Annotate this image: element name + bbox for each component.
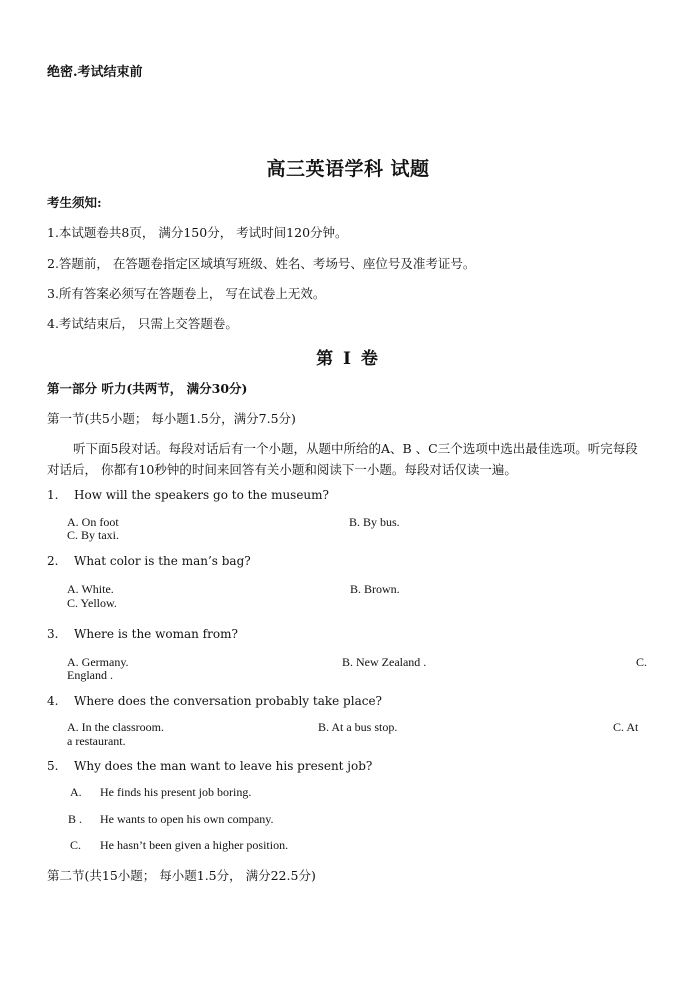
option-b: He wants to open his own company. [100,812,274,826]
option-a: A. Germany. [67,655,129,669]
option-c: He hasn’t been given a higher position. [100,838,289,852]
option-a: A. In the classroom. [67,720,164,734]
notice-rule: 1.本试题卷共8页， 满分150分， 考试时间120分钟。 [47,225,348,240]
option-b: B. By bus. [349,515,400,529]
option-c-letter: C. [70,838,82,852]
notice-rule: 4.考试结束后， 只需上交答题卷。 [47,316,238,331]
option-c-prefix: C. [636,655,648,669]
notice-heading: 考生须知: [47,195,102,210]
question-text: Where does the conversation probably take place? [74,694,382,708]
listening-instruction: 听下面5段对话。每段对话后有一个小题，从题中所给的A、B 、C三个选项中选出最佳选项。听完每段对话后， 你都有10秒钟的时间来回答有关小题和阅读下一小题。每段对话仅读一遍。 [47,441,638,477]
question-number: 3. [47,627,59,641]
option-b-letter: B . [68,812,83,826]
question-text: What color is the man’s bag? [74,554,251,568]
question-text: Why does the man want to leave his present job? [74,759,373,773]
option-c-text: England . [67,668,113,682]
option-b: B. Brown. [350,582,400,596]
question-number: 4. [47,694,59,708]
question-number: 1. [47,488,59,502]
option-a-letter: A. [70,785,82,799]
option-a: A. On foot [67,515,119,529]
option-a: He finds his present job boring. [100,785,252,799]
question-number: 5. [47,759,59,773]
section-two-title: 第二节(共15小题； 每小题1.5分， 满分22.5分) [47,868,316,883]
option-b: B. At a bus stop. [318,720,398,734]
option-c-text: a restaurant. [67,734,126,748]
part-one-title: 第一部分 听力(共两节， 满分30分) [47,381,248,396]
question-number: 2. [47,554,59,568]
option-c-prefix: C. At [613,720,639,734]
volume-title: 第 I 卷 [316,349,380,369]
notice-rule: 2.答题前， 在答题卷指定区域填写班级、姓名、考场号、座位号及准考证号。 [47,256,476,271]
notice-rule: 3.所有答案必须写在答题卷上， 写在试卷上无效。 [47,286,326,301]
exam-title: 高三英语学科 试题 [266,158,430,180]
option-c: C. Yellow. [67,596,117,610]
option-c: C. By taxi. [67,528,120,542]
option-b: B. New Zealand . [342,655,427,669]
option-a: A. White. [67,582,114,596]
question-text: Where is the woman from? [74,627,238,641]
section-one-title: 第一节(共5小题； 每小题1.5分，满分7.5分) [47,411,296,426]
confidential-mark: 绝密.考试结束前 [47,65,143,80]
question-text: How will the speakers go to the museum? [74,488,329,502]
